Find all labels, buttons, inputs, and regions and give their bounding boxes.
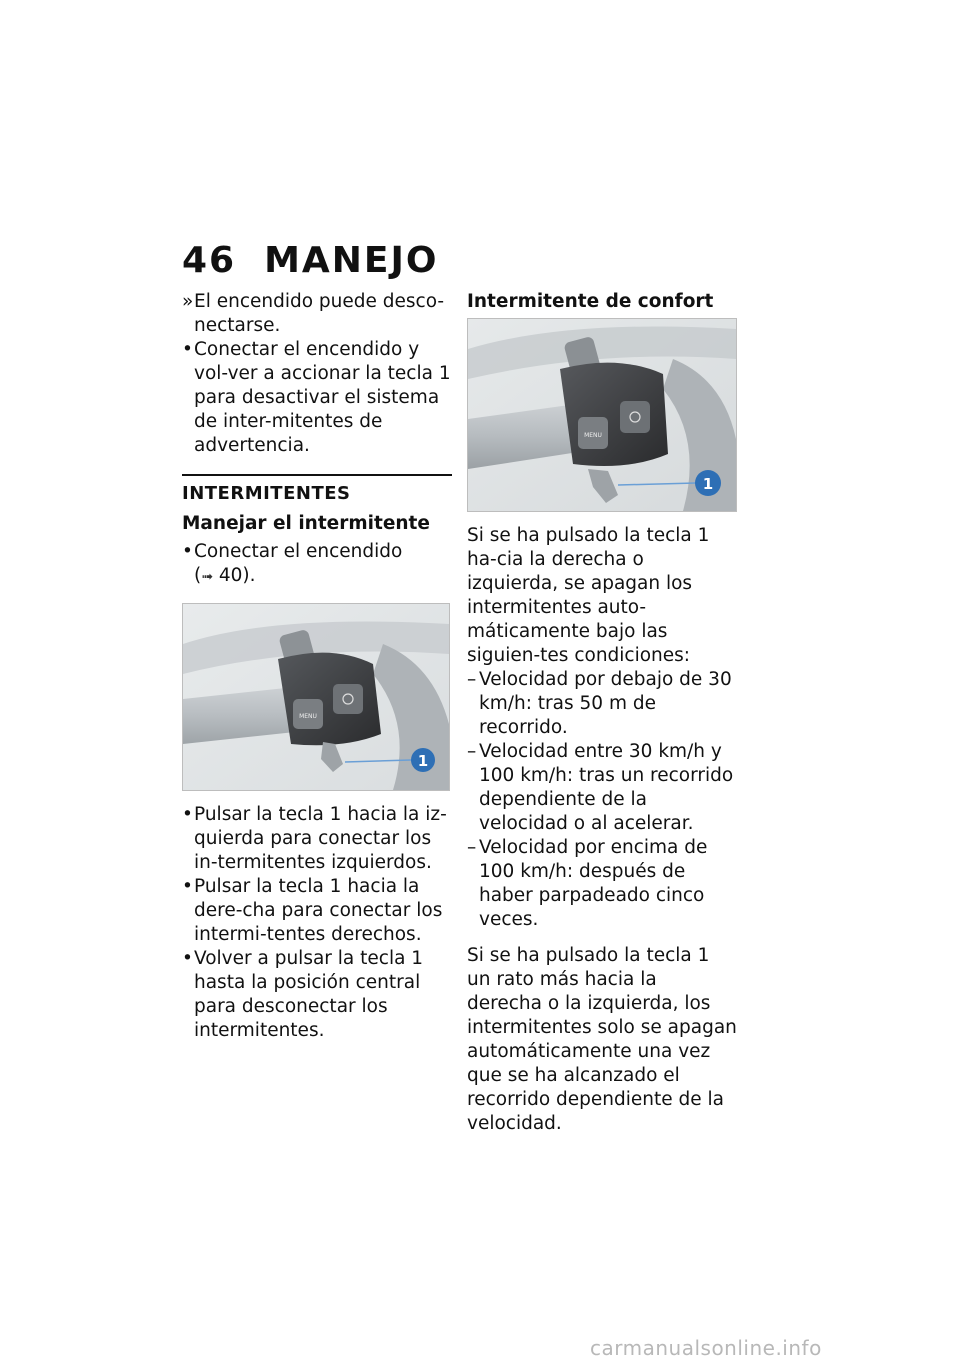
bullet-marker: • (182, 541, 193, 562)
bullet-marker: • (182, 948, 193, 969)
page-ref-arrow-icon[interactable]: ➟ (201, 569, 213, 585)
list-item (182, 290, 452, 338)
list-item (467, 668, 737, 740)
list-item (467, 740, 737, 836)
callout-number: 1 (417, 752, 429, 770)
list-item-text: Velocidad por debajo de 30 km/h: tras 50 m de recorrido. (479, 669, 732, 738)
list-item-text: Volver a pulsar la tecla 1 hasta la posición central para desconectar los intermitentes. (194, 948, 424, 1041)
paragraph: Si se ha pulsado la tecla 1 un rato más hacia la derecha o la izquierda, los intermitentes solo se apagan automáticamente una vez que se ha alcanzado el recorrido dependiente de la velocidad. (467, 945, 737, 1134)
right-column (467, 290, 737, 1136)
paragraph: Si se ha pulsado la tecla 1 ha-cia la derecha o izquierda, se apagan los intermitentes auto-máticamente bajo las siguien-tes condiciones: (467, 525, 710, 666)
turn-signal-switch-image (182, 603, 450, 791)
page-ref-link[interactable]: 40). (218, 565, 256, 586)
list-item-text: Pulsar la tecla 1 hacia la iz-quierda para conectar los in-termitentes izquierdos. (194, 804, 447, 873)
list-item-text: Conectar el encendido (➟ 40). (194, 541, 403, 586)
list-item-text: El encendido puede desco-nectarse. (194, 291, 445, 336)
result-marker: » (182, 291, 194, 312)
list-item (182, 947, 452, 1043)
subsection-title: Intermitente de confort (467, 291, 714, 312)
callout-number: 1 (702, 475, 714, 493)
chapter-title: MANEJO (264, 240, 439, 281)
list-item (182, 875, 452, 947)
dash-marker: – (467, 837, 477, 858)
list-item (182, 803, 452, 875)
section-divider (182, 474, 452, 476)
page-header (182, 240, 439, 281)
subsection-title: Manejar el intermitente (182, 513, 430, 534)
list-item (182, 338, 452, 458)
bullet-marker: • (182, 804, 193, 825)
dash-marker: – (467, 669, 477, 690)
menu-label: MENU (299, 713, 317, 720)
list-item (182, 540, 452, 589)
left-column (182, 290, 452, 1043)
list-item-text: Pulsar la tecla 1 hacia la dere-cha para conectar los intermi-tentes derechos. (194, 876, 443, 945)
list-item-text: Velocidad entre 30 km/h y 100 km/h: tras un recorrido dependiente de la velocidad o al acelerar. (479, 741, 734, 834)
comfort-turn-signal-image (467, 318, 737, 512)
bullet-marker: • (182, 339, 193, 360)
list-item-text: Velocidad por encima de 100 km/h: después de haber parpadeado cinco veces. (479, 837, 708, 930)
list-item-text: Conectar el encendido y vol-ver a accionar la tecla 1 para desactivar el sistema de inter-mitentes de advertencia. (194, 339, 451, 456)
menu-label: MENU (584, 432, 602, 439)
watermark: carmanualsonline.info (590, 1336, 822, 1360)
section-title: INTERMITENTES (182, 483, 351, 504)
bullet-marker: • (182, 876, 193, 897)
page-number: 46 (182, 240, 237, 281)
list-item (467, 836, 737, 932)
dash-marker: – (467, 741, 477, 762)
